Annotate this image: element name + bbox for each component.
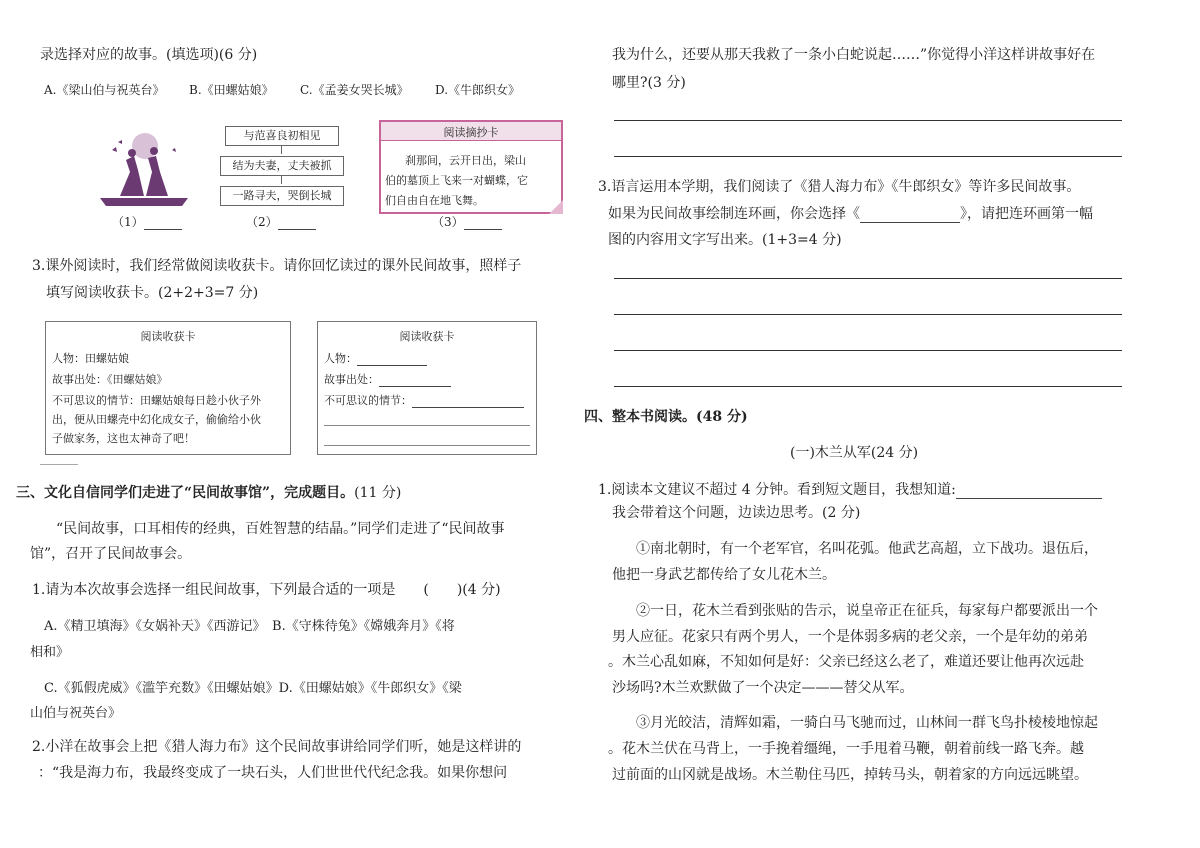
plot-answer-line-2[interactable]	[324, 445, 530, 446]
sample-card-title: 阅读收获卡	[140, 330, 196, 343]
sample-harvest-card	[45, 321, 291, 455]
para-2-line-2: 男人应征。花家只有两个男人，一个是体弱多病的老父亲，一个是年幼的弟弟	[612, 629, 1088, 645]
excerpt-line-1: 刹那间，云开日出，梁山	[405, 154, 526, 167]
want-to-know-field[interactable]	[956, 482, 1102, 499]
para-2-line-4: 沙场吗?木兰欢默做了一个决定———替父从军。	[612, 680, 914, 696]
person-field[interactable]	[357, 352, 427, 366]
s3q1-options-cd[interactable]: C.《狐假虎威》《滥竽充数》《田螺姑娘》D.《田螺姑娘》《牛郎织女》《梁	[44, 681, 462, 696]
plot-field[interactable]	[412, 394, 524, 408]
right-q3-line-3: 图的内容用文字写出来。(1+3=4 分)	[608, 232, 842, 248]
section-3-heading: 三、文化自信同学们走进了“民间故事馆”，完成题目。(11 分)	[16, 485, 402, 501]
subsection-1-title: (一)木兰从军(24 分)	[790, 445, 919, 461]
answer-line-q3-3[interactable]	[614, 350, 1122, 351]
right-cont-line-1: 我为什么，还要从那天我救了一条小白蛇说起……”你觉得小洋这样讲故事好在	[612, 47, 1096, 63]
divider	[40, 464, 78, 465]
q2-option-a[interactable]: A.《梁山伯与祝英台》	[44, 83, 165, 97]
source-field[interactable]	[379, 373, 451, 387]
story-choice-field[interactable]	[860, 206, 960, 223]
para-1-line-2: 他把一身武艺都传给了女儿花木兰。	[612, 567, 836, 583]
page-curl-icon	[549, 200, 563, 214]
right-q3-line-1: 3.语言运用本学期，我们阅读了《猎人海力布》《牛郎织女》等许多民间故事。	[598, 179, 1081, 195]
blank-harvest-card	[317, 321, 537, 455]
section-3-intro-1: “民间故事，口耳相传的经典，百姓智慧的结晶。”同学们走进了“民间故事	[56, 521, 505, 537]
answer-blank-3[interactable]	[464, 215, 502, 230]
section-4-heading: 四、整本书阅读。(48 分)	[584, 409, 748, 425]
flow-arrow-2	[281, 176, 282, 184]
s3q1-options-ab[interactable]: A.《精卫填海》《女娲补天》《西游记》 B.《守株待兔》《嫦娥奔月》《将	[44, 619, 455, 634]
blank-label-1: （1）	[112, 213, 182, 230]
para-1-line-1: ①南北朝时，有一个老军官，名叫花弧。他武艺高超，立下战功。退伍后，	[636, 541, 1098, 557]
sample-card-line-3: 不可思议的情节：田螺姑娘每日趁小伙子外	[52, 394, 261, 407]
q2-tail-text: 录选择对应的故事。(填选项)(6 分)	[40, 47, 258, 63]
answer-paren[interactable]: ( )(4 分)	[423, 582, 501, 598]
answer-blank-2[interactable]	[278, 215, 316, 230]
answer-line-q2-2[interactable]	[614, 156, 1122, 157]
s3q1-options-ab-cont: 相和》	[30, 645, 70, 660]
s3-question-2-line-2: ：“我是海力布，我最终变成了一块石头，人们世世代代纪念我。如果你想问	[38, 765, 508, 781]
blank-label-3: （3）	[432, 213, 502, 230]
sample-card-line-1: 人物：田螺姑娘	[52, 352, 129, 365]
q3-line-2: 填写阅读收获卡。(2+2+3=7 分)	[46, 285, 259, 301]
answer-line-q3-4[interactable]	[614, 386, 1122, 387]
s3-question-1: 1.请为本次故事会选择一组民间故事，下列最合适的一项是 ( )(4 分)	[32, 582, 501, 598]
answer-line-q3-1[interactable]	[614, 278, 1122, 279]
para-2-line-3: 。木兰心乱如麻，不知如何是好：父亲已经这么老了，难道还要让他再次远赴	[608, 654, 1084, 670]
para-2-line-1: ②一日，花木兰看到张贴的告示，说皇帝正在征兵，每家每户都要派出一个	[636, 603, 1098, 619]
right-q3-line-2: 如果为民间故事绘制连环画，你会选择《 》，请把连环画第一幅	[608, 206, 1093, 222]
sample-card-line-5: 子做家务，这也太神奇了吧！	[52, 432, 195, 445]
q2-option-c[interactable]: C.《孟姜女哭长城》	[300, 83, 409, 97]
blank-label-2: （2）	[246, 213, 316, 230]
para-3-line-2: 。花木兰伏在马背上，一手挽着缰绳，一手甩着马鞭，朝着前线一路飞奔。越	[608, 741, 1084, 757]
flow-box-2: 结为夫妻，丈夫被抓	[220, 156, 344, 176]
field-label-person: 人物：	[324, 352, 357, 365]
flow-arrow-1	[281, 146, 282, 154]
excerpt-line-3: 们自由自在地飞舞。	[385, 194, 484, 207]
excerpt-card	[379, 120, 563, 214]
s3q1-options-cd-cont: 山伯与祝英台》	[30, 706, 122, 721]
section-3-intro-2: 馆”，召开了民间故事会。	[30, 546, 192, 562]
answer-line-q3-2[interactable]	[614, 314, 1122, 315]
q3-line-1: 3.课外阅读时，我们经常做阅读收获卡。请你回忆读过的课外民间故事，照样子	[32, 258, 522, 274]
q2-option-b[interactable]: B.《田螺姑娘》	[189, 83, 274, 97]
excerpt-line-2: 伯的墓顶上飞来一对蝴蝶，它	[385, 174, 528, 187]
s3-question-2-line-1: 2.小洋在故事会上把《猎人海力布》这个民间故事讲给同学们听，她是这样讲的	[32, 739, 522, 755]
right-s4q1-line-2: 我会带着这个问题，边读边思考。(2 分)	[612, 505, 861, 521]
flow-box-3: 一路寻夫，哭倒长城	[220, 186, 344, 206]
right-cont-line-2: 哪里?(3 分)	[612, 75, 686, 91]
blank-card-title: 阅读收获卡	[399, 330, 455, 343]
para-3-line-1: ③月光皎洁，清辉如霜，一骑白马飞驰而过，山林间一群飞鸟扑棱棱地惊起	[636, 715, 1098, 731]
butterfly-lovers-illustration	[98, 120, 190, 206]
answer-blank-1[interactable]	[144, 215, 182, 230]
excerpt-card-title: 阅读摘抄卡	[443, 126, 499, 139]
right-s4q1-line-1: 1.阅读本文建议不超过 4 分钟。看到短文题目，我想知道:	[598, 479, 1102, 499]
plot-answer-line-1[interactable]	[324, 425, 530, 426]
field-label-source: 故事出处：	[324, 373, 379, 386]
answer-line-q2-1[interactable]	[614, 120, 1122, 121]
flow-box-1: 与范喜良初相见	[225, 126, 339, 146]
field-label-plot: 不可思议的情节：	[324, 394, 412, 407]
para-3-line-3: 过前面的山冈就是战场。木兰勒住马匹，掉转马头，朝着家的方向远远眺望。	[612, 767, 1088, 783]
q2-option-d[interactable]: D.《牛郎织女》	[435, 83, 521, 97]
sample-card-line-2: 故事出处：《田螺姑娘》	[52, 373, 168, 386]
sample-card-line-4: 出，便从田螺壳中幻化成女子，偷偷给小伙	[52, 413, 261, 426]
